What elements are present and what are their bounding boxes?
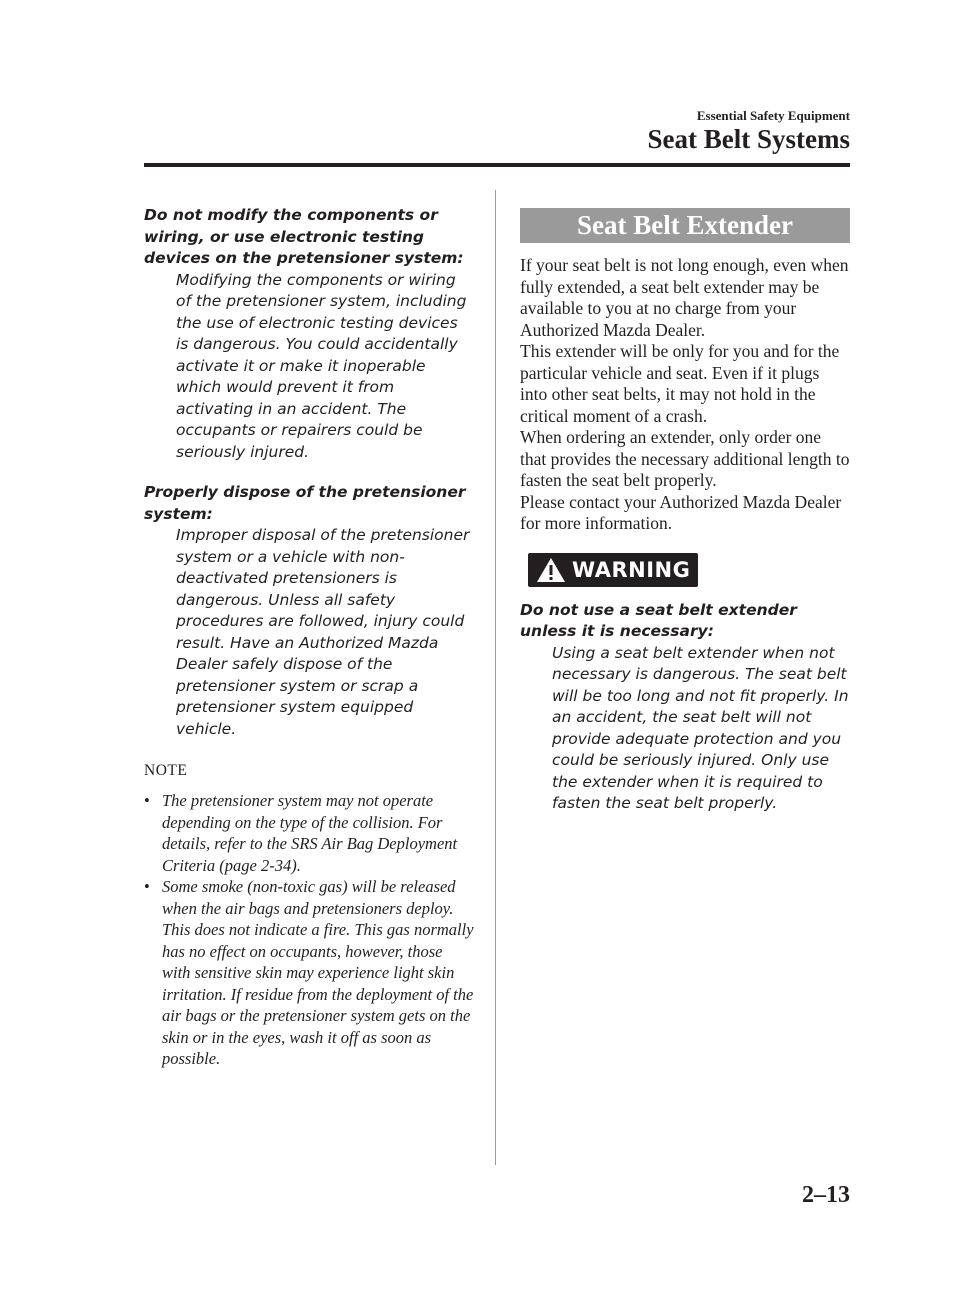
warning-body: Improper disposal of the pretensioner system or a vehicle with non-deactivated pretensioners is dangerous. Unless all safety procedures are followed, injury could result. Have an Authorized Mazda Dealer safely dispose of the pretensioner system or scrap a pretensioner system equipped vehicle. [176,526,470,738]
column-divider [495,190,496,1165]
header-title: Seat Belt Systems [647,124,850,154]
note-label: NOTE [144,762,188,779]
warning-badge [528,553,698,587]
note-list [144,790,474,1070]
body-paragraph: When ordering an extender, only order one that provides the necessary additional length to fasten the seat belt properly. [520,427,850,490]
warning-heading: Do not modify the components or wiring, or use electronic testing devices on the pretensioner system: [144,206,464,267]
note-text: The pretensioner system may not operate depending on the type of the collision. For details, refer to the SRS Air Bag Deployment Criteria (page 2-34). [162,791,458,875]
bullet-icon: • [144,877,150,896]
warning-body: Modifying the components or wiring of the pretensioner system, including the use of electronic testing devices is dangerous. You could accidentally activate it or make it inoperable which would prevent it from activating in an accident. The occupants or repairers could be seriously injured. [176,270,467,461]
warning-item [144,482,474,740]
warning-item [144,205,474,463]
note-text: Some smoke (non-toxic gas) will be released when the air bags and pretensioners deploy. This does not indicate a fire. This gas normally has no effect on occupants, however, those with sensitive skin may experience light skin irritation. If residue from the deployment of the air bags or the pretensioner system gets on the skin or in the eyes, wash it off as soon as possible. [162,877,474,1068]
warning-label: WARNING [572,557,691,582]
note-item [144,876,474,1070]
warning-heading: Properly dispose of the pretensioner system: [144,483,466,523]
body-paragraph: Please contact your Authorized Mazda Dealer for more information. [520,491,842,533]
warning-body: Using a seat belt extender when not necessary is dangerous. The seat belt will be too long and not fit properly. In an accident, the seat belt will not provide adequate protection and you could be seriously injured. Only use the extender when it is required to fasten the seat belt properly. [552,643,849,812]
warning-heading: Do not use a seat belt extender unless it is necessary: [520,600,797,640]
section-title: Seat Belt Extender [520,208,850,243]
bullet-icon: • [144,791,150,810]
body-paragraph: If your seat belt is not long enough, even when fully extended, a seat belt extender may be available to you at no charge from your Authorized Mazda Dealer. [520,255,849,340]
page-number: 2–13 [802,1182,850,1208]
right-column [520,208,850,815]
header-section-label: Essential Safety Equipment [696,108,850,123]
left-column [144,205,474,1070]
body-paragraphs [520,255,850,535]
note-item [144,790,474,876]
header-rule [144,163,850,167]
body-paragraph: This extender will be only for you and for the particular vehicle and seat. Even if it plugs into other seat belts, it may not hold in the critical moment of a crash. [520,341,840,426]
warning-item [520,600,850,815]
warning-triangle-icon [536,557,566,583]
